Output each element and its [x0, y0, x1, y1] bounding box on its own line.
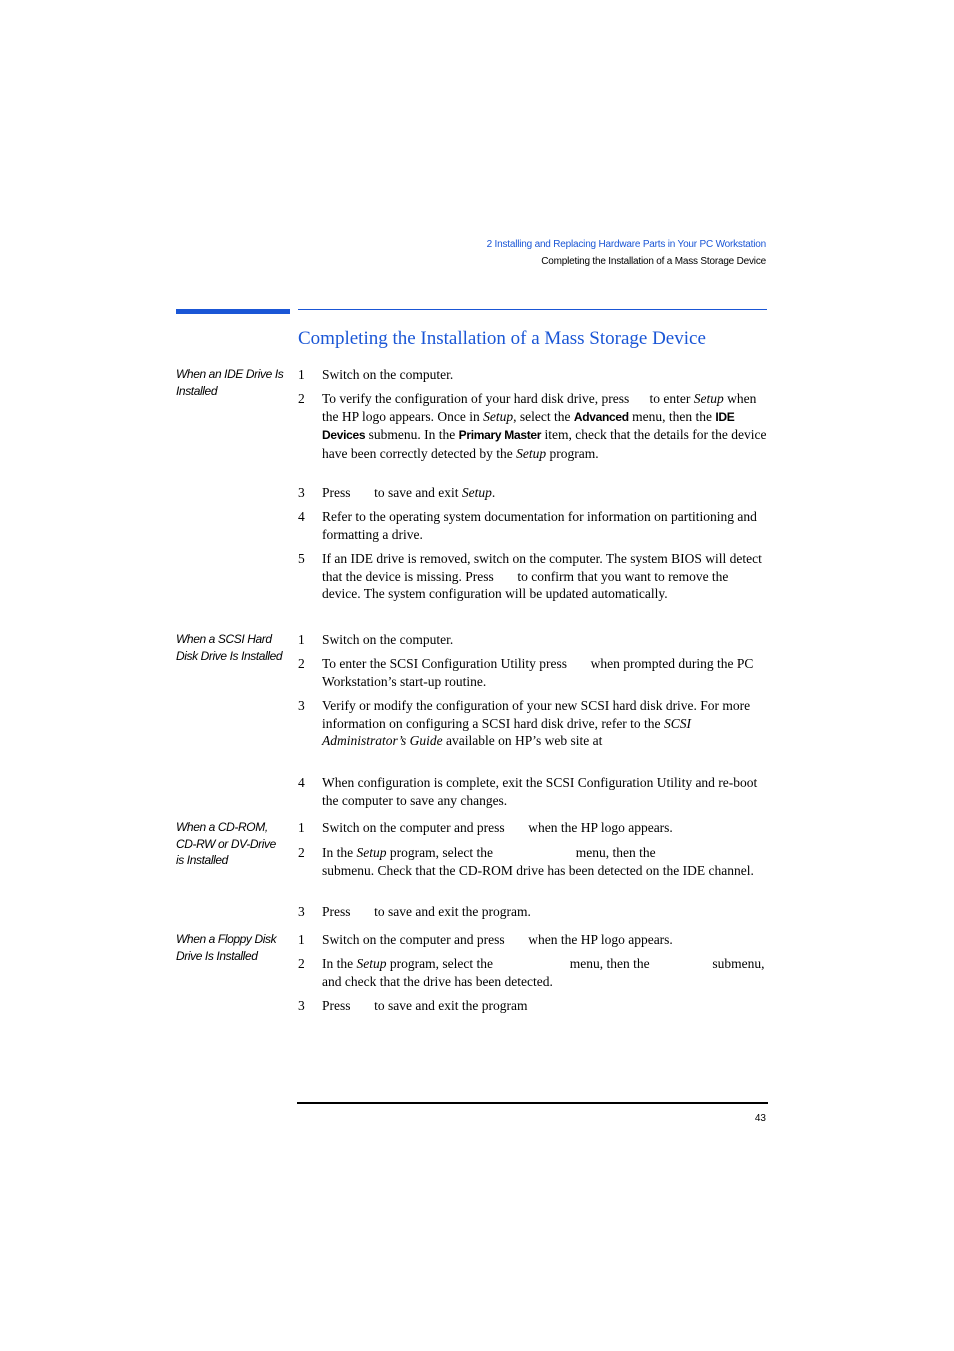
floppy-step-2: 2 In the Setup program, select the menu, then the submenu, and check that the drive has been detected. [298, 956, 765, 989]
ide-step-2: 2 To verify the configuration of your hard disk drive, press to enter Setup when the HP logo appears. Once in Setup, select the Advanced menu, then the IDE Devices submenu. In the Primary Master item, check that the details for the device have been correctly detected by the Setup program. [298, 391, 767, 461]
running-header-chapter: 2 Installing and Replacing Hardware Parts in Your PC Workstation [486, 239, 766, 250]
side-label-ide: When an IDE Drive Is Installed [176, 367, 284, 398]
section-title: Completing the Installation of a Mass Storage Device [298, 328, 706, 349]
side-label-scsi: When a SCSI Hard Disk Drive Is Installed [176, 632, 283, 663]
side-label-cdrom: When a CD-ROM, CD-RW or DV-Drive is Installed [176, 820, 276, 867]
floppy-step-1: 1 Switch on the computer and press when the HP logo appears. [298, 932, 673, 947]
ide-step-5: 5 If an IDE drive is removed, switch on the computer. The system BIOS will detect that the device is missing. Press to confirm that you want to remove the device. The system configuration will be updated automatically. [298, 551, 762, 601]
scsi-step-2: 2 To enter the SCSI Configuration Utility press when prompted during the PC Workstation’s start-up routine. [298, 656, 754, 689]
footer-rule [297, 1102, 768, 1104]
floppy-step-3: 3 Press to save and exit the program [298, 998, 528, 1013]
cdrom-step-3: 3 Press to save and exit the program. [298, 904, 531, 919]
cdrom-step-2: 2 In the Setup program, select the menu, then the submenu. Check that the CD-ROM drive has been detected on the IDE channel. [298, 845, 754, 878]
side-label-floppy: When a Floppy Disk Drive Is Installed [176, 932, 277, 963]
cdrom-step-1: 1 Switch on the computer and press when the HP logo appears. [298, 820, 673, 835]
ide-step-3: 3 Press to save and exit Setup. [298, 485, 496, 500]
ide-step-4: 4 Refer to the operating system documentation for information on partitioning and formatting a drive. [298, 509, 757, 542]
ide-step-1: 1 Switch on the computer. [298, 367, 454, 382]
section-rule [298, 309, 767, 310]
scsi-step-3: 3 Verify or modify the configuration of your new SCSI hard disk drive. For more information on configuring a SCSI hard disk drive, refer to the SCSI Administrator’s Guide available on HP’s web site at [298, 698, 751, 748]
scsi-step-1: 1 Switch on the computer. [298, 632, 454, 647]
scsi-step-4: 4 When configuration is complete, exit the SCSI Configuration Utility and re-boot the computer to save any changes. [298, 775, 758, 808]
page-number: 43 [754, 1113, 766, 1124]
running-header-section: Completing the Installation of a Mass Storage Device [541, 256, 766, 267]
section-accent-bar [176, 309, 290, 314]
